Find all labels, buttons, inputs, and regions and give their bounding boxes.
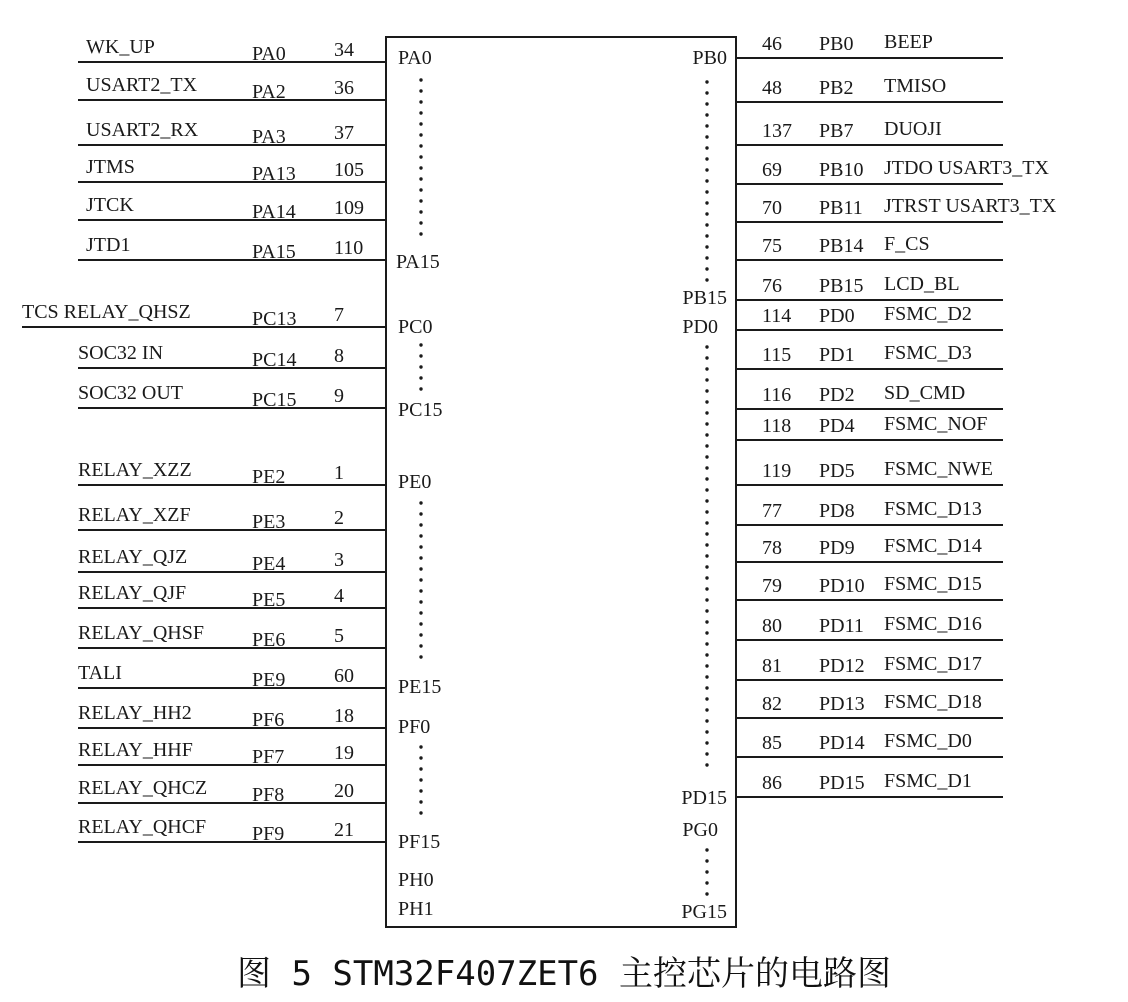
- right-pin-number: 81: [762, 655, 782, 677]
- right-pin-name: PD1: [819, 344, 855, 366]
- right-pin-name: PD13: [819, 693, 865, 715]
- left-pin-signal: RELAY_XZF: [78, 504, 191, 526]
- right-pin-number: 119: [762, 460, 792, 482]
- left-pin-name: PE6: [252, 629, 286, 651]
- left-pin-name: PE5: [252, 589, 286, 611]
- right-pin-name: PD0: [819, 305, 855, 327]
- left-pin-signal: RELAY_HH2: [78, 702, 192, 724]
- right-pin-signal: FSMC_D2: [884, 303, 972, 325]
- left-pin-signal: TALI: [78, 662, 122, 684]
- right-pin-number: 85: [762, 732, 782, 754]
- chip-right-port-label: PD0: [682, 316, 718, 338]
- right-pin-signal: SD_CMD: [884, 382, 966, 404]
- left-pin-number: 9: [334, 385, 344, 407]
- right-pin-number: 118: [762, 415, 792, 437]
- right-pin-number: 76: [762, 275, 782, 297]
- left-pin-signal: USART2_RX: [86, 119, 199, 141]
- right-pin-number: 86: [762, 772, 782, 794]
- pin-labels: [22, 31, 1057, 923]
- left-pin-name: PF7: [252, 746, 285, 768]
- right-pin-signal: FSMC_D0: [884, 730, 972, 752]
- right-pin-number: 137: [762, 120, 792, 142]
- chip-right-port-label: PG15: [681, 901, 727, 923]
- left-pin-number: 37: [334, 122, 354, 144]
- left-pin-name: PE9: [252, 669, 286, 691]
- left-pin-signal: SOC32 IN: [78, 342, 164, 364]
- right-pin-number: 80: [762, 615, 782, 637]
- chip-left-port-label: PE15: [398, 676, 442, 698]
- right-pin-signal: DUOJI: [884, 118, 942, 140]
- right-pin-signal: FSMC_NOF: [884, 413, 988, 435]
- right-pin-signal: FSMC_D15: [884, 573, 982, 595]
- right-pin-number: 115: [762, 344, 792, 366]
- left-pin-signal: RELAY_QJZ: [78, 546, 188, 568]
- chip-left-port-label: PA15: [396, 251, 440, 273]
- left-pin-signal: SOC32 OUT: [78, 382, 184, 404]
- right-pin-signal: FSMC_D1: [884, 770, 972, 792]
- left-pin-name: PE3: [252, 511, 286, 533]
- right-pin-name: PD12: [819, 655, 865, 677]
- left-pin-name: PF6: [252, 709, 285, 731]
- right-pin-signal: FSMC_D3: [884, 342, 972, 364]
- left-pin-name: PC15: [252, 389, 297, 411]
- left-pin-number: 1: [334, 462, 344, 484]
- right-pin-name: PD10: [819, 575, 865, 597]
- chip-right-port-label: PB0: [692, 47, 727, 69]
- right-pin-signal: JTRST USART3_TX: [884, 195, 1057, 217]
- right-pin-signal: FSMC_D18: [884, 691, 982, 713]
- left-pin-number: 20: [334, 780, 354, 802]
- left-pin-number: 4: [334, 585, 344, 607]
- left-pin-signal: RELAY_QHCZ: [78, 777, 208, 799]
- left-pin-name: PF9: [252, 823, 285, 845]
- chip-left-port-label: PH1: [398, 898, 434, 920]
- left-pin-name: PA0: [252, 43, 286, 65]
- left-pin-signal: JTD1: [86, 234, 131, 256]
- left-pin-name: PA15: [252, 241, 296, 263]
- left-pin-name: PF8: [252, 784, 285, 806]
- right-pin-number: 46: [762, 33, 782, 55]
- left-pin-signal: JTCK: [86, 194, 134, 216]
- left-pin-number: 3: [334, 549, 344, 571]
- left-pin-number: 2: [334, 507, 344, 529]
- right-pin-number: 78: [762, 537, 782, 559]
- dots-pf: [419, 745, 422, 814]
- left-pin-name: PC14: [252, 349, 297, 371]
- right-pin-name: PB2: [819, 77, 854, 99]
- chip-left-port-label: PF15: [398, 831, 441, 853]
- left-pin-signal: RELAY_QHCF: [78, 816, 207, 838]
- right-pin-name: PB11: [819, 197, 863, 219]
- dots-pa: [419, 78, 422, 235]
- right-pin-number: 48: [762, 77, 782, 99]
- left-pin-number: 5: [334, 625, 344, 647]
- right-pin-name: PB0: [819, 33, 854, 55]
- right-pin-number: 69: [762, 159, 782, 181]
- chip-left-port-label: PA0: [398, 47, 432, 69]
- right-pin-name: PD5: [819, 460, 855, 482]
- right-pin-signal: FSMC_D16: [884, 613, 982, 635]
- dots-pb: [705, 80, 708, 281]
- right-pin-name: PD14: [819, 732, 865, 754]
- left-pin-number: 110: [334, 237, 364, 259]
- chip-right-port-label: PB15: [682, 287, 727, 309]
- right-pin-number: 116: [762, 384, 792, 406]
- left-pin-name: PA14: [252, 201, 296, 223]
- left-pin-signal: JTMS: [86, 156, 135, 178]
- chip-right-port-label: PD15: [681, 787, 727, 809]
- dots-pd: [705, 345, 708, 766]
- right-pin-number: 75: [762, 235, 782, 257]
- left-pin-number: 7: [334, 304, 344, 326]
- chip-left-port-label: PF0: [398, 716, 431, 738]
- chip-left-port-label: PC15: [398, 399, 443, 421]
- right-pin-name: PB7: [819, 120, 854, 142]
- right-pin-signal: F_CS: [884, 233, 930, 255]
- right-pin-number: 114: [762, 305, 792, 327]
- left-pin-number: 19: [334, 742, 354, 764]
- left-pin-number: 109: [334, 197, 364, 219]
- dots-pe: [419, 501, 422, 658]
- right-pin-signal: FSMC_D13: [884, 498, 982, 520]
- chip-left-port-label: PC0: [398, 316, 433, 338]
- right-pin-name: PD8: [819, 500, 855, 522]
- right-pin-name: PD9: [819, 537, 855, 559]
- left-pin-number: 36: [334, 77, 354, 99]
- right-pin-signal: LCD_BL: [884, 273, 960, 295]
- right-pin-name: PD15: [819, 772, 865, 794]
- right-pin-number: 77: [762, 500, 782, 522]
- chip-left-port-label: PH0: [398, 869, 434, 891]
- left-pin-signal: TCS RELAY_QHSZ: [22, 301, 191, 323]
- right-pin-signal: FSMC_NWE: [884, 458, 993, 480]
- right-pin-signal: TMISO: [884, 75, 947, 97]
- right-pin-signal: BEEP: [884, 31, 933, 53]
- right-pin-number: 70: [762, 197, 782, 219]
- chip-right-port-label: PG0: [682, 819, 718, 841]
- left-pin-name: PC13: [252, 308, 297, 330]
- left-pin-signal: USART2_TX: [86, 74, 198, 96]
- dots-pc: [419, 343, 422, 390]
- left-pin-number: 60: [334, 665, 354, 687]
- right-pin-name: PD2: [819, 384, 855, 406]
- right-pin-name: PB14: [819, 235, 864, 257]
- pin-range-dots: [419, 78, 708, 895]
- left-pin-number: 105: [334, 159, 364, 181]
- left-pin-name: PA2: [252, 81, 286, 103]
- right-pin-name: PD11: [819, 615, 864, 637]
- left-pin-name: PE2: [252, 466, 286, 488]
- left-pin-signal: RELAY_XZZ: [78, 459, 192, 481]
- right-pin-signal: FSMC_D17: [884, 653, 982, 675]
- left-pin-signal: RELAY_HHF: [78, 739, 193, 761]
- left-pin-number: 21: [334, 819, 354, 841]
- chip-left-port-label: PE0: [398, 471, 432, 493]
- left-pin-signal: RELAY_QJF: [78, 582, 187, 604]
- left-pin-number: 34: [334, 39, 354, 61]
- left-pin-number: 18: [334, 705, 354, 727]
- figure-caption: 图 5 STM32F407ZET6 主控芯片的电路图: [237, 954, 891, 994]
- left-pin-signal: WK_UP: [86, 36, 155, 58]
- right-pin-number: 82: [762, 693, 782, 715]
- right-pin-name: PB10: [819, 159, 864, 181]
- left-pin-name: PA3: [252, 126, 286, 148]
- right-pin-name: PD4: [819, 415, 855, 437]
- right-pin-number: 79: [762, 575, 782, 597]
- right-pin-name: PB15: [819, 275, 864, 297]
- left-pin-number: 8: [334, 345, 344, 367]
- right-pin-signal: FSMC_D14: [884, 535, 982, 557]
- dots-pg: [705, 848, 708, 895]
- left-pin-name: PE4: [252, 553, 286, 575]
- right-pin-signal: JTDO USART3_TX: [884, 157, 1049, 179]
- left-pin-signal: RELAY_QHSF: [78, 622, 204, 644]
- left-pin-name: PA13: [252, 163, 296, 185]
